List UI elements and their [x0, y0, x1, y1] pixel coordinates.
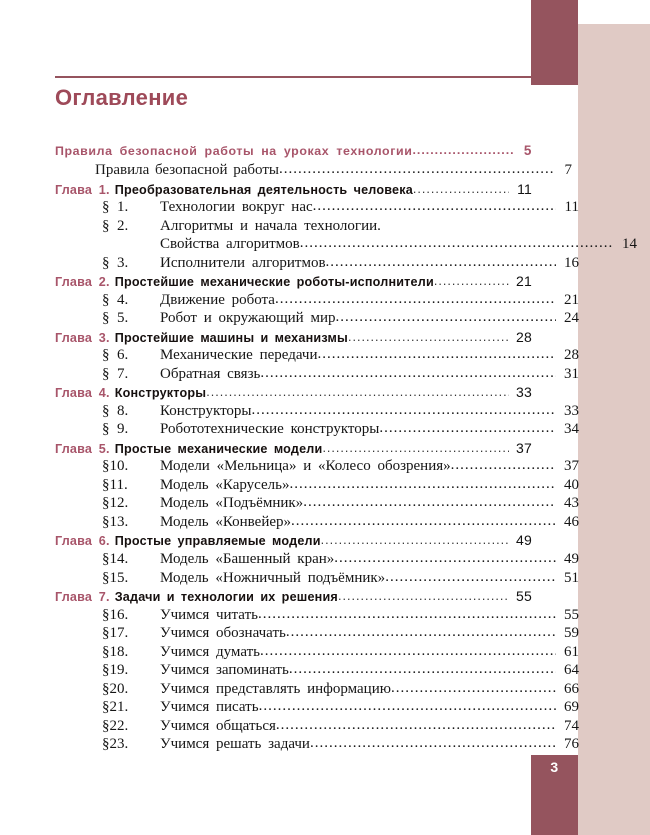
toc-section-row[interactable] [55, 552, 579, 567]
toc-entry-label: Задачи и технологии их решения [114, 590, 338, 605]
toc-section-number: § 1. [102, 199, 129, 216]
toc-section-row[interactable] [55, 645, 579, 660]
toc-chapter-row[interactable] [55, 589, 532, 604]
toc-section-number: §14. [102, 551, 129, 568]
toc-section-number: §23. [102, 736, 129, 753]
toc-entry-label: Учимся общаться [160, 717, 276, 734]
toc-section-row[interactable] [55, 663, 579, 678]
toc-section-row[interactable] [55, 515, 579, 530]
toc-section-row[interactable] [55, 478, 579, 493]
toc-section-number: §20. [102, 680, 129, 697]
toc-section-row[interactable] [55, 219, 579, 234]
toc-entry-page: 49 [516, 532, 532, 549]
toc-entry-label: Модели «Мельница» и «Колесо обозрения» [160, 458, 451, 475]
dot-leader [258, 607, 556, 622]
toc-entry-page: 43 [564, 495, 579, 512]
toc-chapter-number: Глава 1. [55, 182, 110, 197]
dot-leader [303, 495, 556, 510]
toc-section-continuation-row[interactable] [55, 237, 637, 252]
dot-leader [279, 162, 553, 177]
dot-leader [322, 442, 509, 455]
dot-leader [310, 736, 556, 751]
toc-entry-page: 55 [564, 606, 579, 623]
toc-entry-page: 28 [564, 347, 579, 364]
toc-chapter-row[interactable] [55, 533, 532, 548]
toc-section-number: §19. [102, 662, 129, 679]
toc-chapter-number: Глава 5. [55, 441, 110, 456]
toc-entry-page: 61 [564, 643, 579, 660]
toc-entry-page: 31 [564, 365, 579, 382]
toc-entry-label: Робототехнические конструкторы [160, 421, 380, 438]
toc-entry-label: Движение робота [160, 291, 275, 308]
toc-section-row[interactable] [55, 682, 579, 697]
toc-section-number: § 5. [102, 310, 129, 327]
toc-entry-label: Учимся думать [160, 643, 260, 660]
toc-part-row[interactable] [55, 144, 532, 158]
toc-chapter-number: Глава 2. [55, 275, 110, 290]
toc-entry-page: 66 [564, 680, 579, 697]
toc-entry-page: 7 [564, 161, 572, 178]
decorative-side-band [578, 24, 650, 835]
toc-entry-label: Модель «Подъёмник» [160, 495, 304, 512]
dot-leader [335, 310, 556, 325]
toc-section-row[interactable] [55, 311, 579, 326]
toc-entry-page: 21 [564, 291, 579, 308]
toc-entry-page: 28 [516, 328, 532, 345]
dot-leader [290, 477, 557, 492]
toc-section-number: § 6. [102, 347, 129, 364]
toc-chapter-row[interactable] [55, 385, 532, 400]
toc-entry-page: 55 [516, 588, 532, 605]
toc-entry-page: 33 [564, 402, 579, 419]
toc-entry-page: 40 [564, 476, 579, 493]
decorative-corner-box-top [531, 0, 578, 85]
dot-leader [434, 275, 509, 288]
toc-entry-label: Учимся писать [160, 699, 259, 716]
dot-leader [451, 458, 556, 473]
toc-chapter-number: Глава 7. [55, 590, 110, 605]
dot-leader [412, 144, 513, 156]
toc-chapter-number: Глава 4. [55, 386, 110, 401]
toc-section-number: § 8. [102, 402, 129, 419]
toc-entry-label: Простейшие механические роботы-исполнители [114, 275, 434, 290]
dot-leader [348, 331, 509, 344]
toc-chapter-number: Глава 3. [55, 330, 110, 345]
table-of-contents [55, 143, 637, 756]
dot-leader [338, 590, 509, 603]
toc-entry-label: Конструкторы [160, 402, 252, 419]
toc-entry-page: 76 [564, 736, 579, 753]
toc-section-number: §18. [102, 643, 129, 660]
toc-section-row[interactable] [55, 348, 579, 363]
toc-entry-label: Модель «Башенный кран» [160, 551, 335, 568]
dot-leader [260, 366, 556, 381]
toc-entry-page: 24 [564, 310, 579, 327]
toc-entry-page: 34 [564, 421, 579, 438]
dot-leader [379, 421, 556, 436]
dot-leader [286, 625, 556, 640]
toc-chapter-row[interactable] [55, 441, 532, 456]
toc-entry-page: 16 [564, 254, 579, 271]
toc-chapter-row[interactable] [55, 182, 532, 197]
toc-section-row[interactable] [55, 367, 579, 382]
toc-subentry-row[interactable] [55, 163, 572, 178]
toc-entry-label: Простые управляемые модели [114, 534, 321, 549]
toc-entry-label: Механические передачи [160, 347, 318, 364]
toc-section-number: §15. [102, 569, 129, 586]
dot-leader [413, 183, 509, 196]
dot-leader [321, 534, 509, 547]
toc-entry-page: 46 [564, 513, 579, 530]
dot-leader [300, 236, 614, 251]
toc-entry-label: Преобразовательная деятельность человека [114, 182, 413, 197]
dot-leader [276, 718, 556, 733]
toc-entry-page: 5 [523, 143, 532, 158]
toc-section-row[interactable] [55, 737, 579, 752]
dot-leader [334, 551, 556, 566]
toc-entry-label: Правила безопасной работы [95, 161, 279, 178]
toc-entry-label: Учимся решать задачи [160, 736, 310, 753]
toc-section-number: §16. [102, 606, 129, 623]
toc-entry-page: 11 [564, 199, 579, 216]
dot-leader [259, 699, 556, 714]
toc-section-row[interactable] [55, 422, 579, 437]
toc-section-row[interactable] [55, 700, 579, 715]
dot-leader [291, 514, 556, 529]
toc-entry-page: 37 [516, 439, 532, 456]
toc-section-row[interactable] [55, 496, 579, 511]
toc-section-number: §21. [102, 699, 129, 716]
toc-section-number: § 4. [102, 291, 129, 308]
toc-entry-label: Простейшие машины и механизмы [114, 330, 348, 345]
toc-entry-page: 49 [564, 551, 579, 568]
dot-leader [313, 199, 556, 214]
dot-leader [289, 662, 556, 677]
toc-section-number: § 9. [102, 421, 129, 438]
toc-entry-page: 59 [564, 625, 579, 642]
toc-entry-page: 51 [564, 569, 579, 586]
title-rule [55, 76, 531, 78]
toc-entry-page: 11 [517, 180, 532, 197]
toc-section-number: §17. [102, 625, 129, 642]
toc-section-row[interactable] [55, 200, 579, 215]
page-number: 3 [550, 759, 559, 775]
toc-entry-label: Учимся запоминать [160, 662, 289, 679]
toc-section-row[interactable] [55, 459, 579, 474]
toc-entry-label: Учимся представлять информацию [160, 680, 391, 697]
toc-entry-label: Алгоритмы и начала технологии. [160, 217, 381, 234]
toc-section-number: § 3. [102, 254, 129, 271]
dot-leader [206, 386, 509, 399]
dot-leader [326, 255, 556, 270]
toc-section-row[interactable] [55, 571, 579, 586]
toc-entry-page: 37 [564, 458, 579, 475]
toc-section-row[interactable] [55, 719, 579, 734]
toc-section-number: §22. [102, 717, 129, 734]
toc-entry-label: Модель «Ножничный подъёмник» [160, 569, 386, 586]
page-title: Оглавление [55, 85, 189, 110]
toc-entry-label: Модель «Конвейер» [160, 513, 292, 530]
toc-section-row[interactable] [55, 608, 579, 623]
toc-entry-page: 14 [622, 236, 637, 253]
toc-section-number: §12. [102, 495, 129, 512]
toc-chapter-row[interactable] [55, 274, 532, 289]
toc-entry-label: Правила безопасной работы на уроках технологии [55, 144, 413, 158]
toc-section-number: § 2. [102, 217, 129, 234]
dot-leader [391, 681, 556, 696]
toc-section-row[interactable] [55, 626, 579, 641]
toc-chapter-row[interactable] [55, 330, 532, 345]
toc-section-number: §10. [102, 458, 129, 475]
toc-entry-page: 64 [564, 662, 579, 679]
toc-chapter-number: Глава 6. [55, 534, 110, 549]
toc-entry-label: Конструкторы [114, 386, 207, 401]
toc-section-number: §11. [102, 476, 128, 493]
dot-leader [385, 570, 556, 585]
toc-entry-label: Модель «Карусель» [160, 476, 290, 493]
toc-entry-label: Исполнители алгоритмов [160, 254, 326, 271]
toc-section-number: § 7. [102, 365, 129, 382]
toc-entry-label: Технологии вокруг нас [160, 199, 313, 216]
toc-entry-label: Обратная связь [160, 365, 261, 382]
toc-entry-label: Свойства алгоритмов [160, 236, 300, 253]
dot-leader [317, 347, 556, 362]
dot-leader [252, 403, 556, 418]
toc-entry-label: Учимся обозначать [160, 625, 286, 642]
toc-entry-label: Учимся читать [160, 606, 258, 623]
dot-leader [260, 644, 556, 659]
toc-section-row[interactable] [55, 256, 579, 271]
toc-section-row[interactable] [55, 293, 579, 308]
toc-entry-page: 74 [564, 717, 579, 734]
toc-entry-page: 21 [516, 273, 532, 290]
toc-entry-page: 33 [516, 384, 532, 401]
toc-entry-label: Робот и окружающий мир [160, 310, 336, 327]
toc-entry-page: 69 [564, 699, 579, 716]
toc-section-row[interactable] [55, 404, 579, 419]
dot-leader [275, 292, 556, 307]
toc-entry-label: Простые механические модели [114, 441, 323, 456]
toc-section-number: §13. [102, 513, 129, 530]
